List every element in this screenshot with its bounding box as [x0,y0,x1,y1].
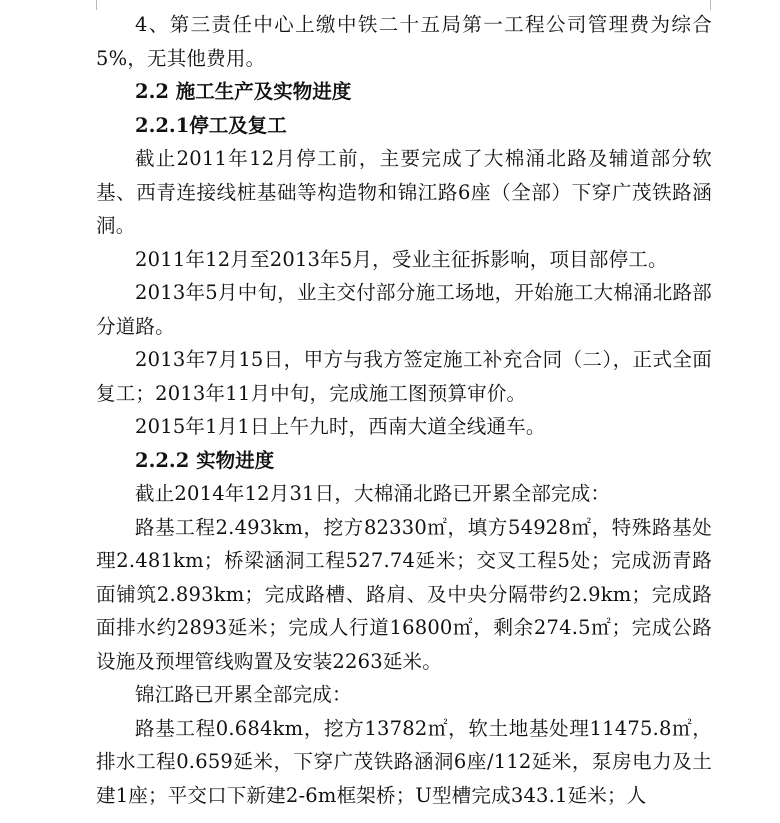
paragraph-damiangyong-complete: 截止2014年12月31日，大棉涌北路已开累全部完成： [135,482,611,505]
paragraph-jinjiang-complete: 锦江路已开累全部完成： [135,683,352,706]
paragraph-road-open: 2015年1月1日上午九时，西南大道全线通车。 [135,415,546,438]
heading-shutdown-resumption: 2.2.1停工及复工 [135,113,287,137]
paragraph-damiangyong-details: 路基工程2.493km，挖方82330㎡，填方54928㎡，特殊路基处理2.481km；桥梁涵洞工程527.74延米；交叉工程5处；完成沥青路面铺筑2.893km；完成路槽、路肩、及中央分隔带约2.9km；完成路面排水约2893延米；完成人行道16800㎡，剩余274.5㎡；完成公路设施及预埋管线购置及安装2263延米。 [96,515,712,673]
paragraph-shutdown-period: 2011年12月至2013年5月，受业主征拆影响，项目部停工。 [135,247,668,271]
paragraph-jinjiang-details: 路基工程0.684km，挖方13782㎡，软土地基处理11475.8㎡，排水工程0.659延米，下穿广茂铁路涵洞6座/112延米，泵房电力及土建1座；平交口下新建2-6m框架桥；U型槽完成343.1延米；人 [96,716,712,807]
paragraph-site-handover: 2013年5月中旬，业主交付部分施工场地，开始施工大棉涌北路部分道路。 [96,281,712,338]
paragraph-before-shutdown: 截止2011年12月停工前，主要完成了大棉涌北路及辅道部分软基、西青连接线桩基础等构造物和锦江路6座（全部）下穿广茂铁路涵洞。 [96,147,712,237]
paragraph-full-resumption: 2013年7月15日，甲方与我方签定施工补充合同（二），正式全面复工；2013年11月中旬，完成施工图预算审价。 [96,348,712,405]
heading-physical-progress: 2.2.2 实物进度 [135,448,275,472]
paragraph-management-fee: 4、第三责任中心上缴中铁二十五局第一工程公司管理费为综合5%，无其他费用。 [96,13,712,70]
heading-construction-progress: 2.2 施工生产及实物进度 [135,80,352,103]
document-body [96,8,712,812]
